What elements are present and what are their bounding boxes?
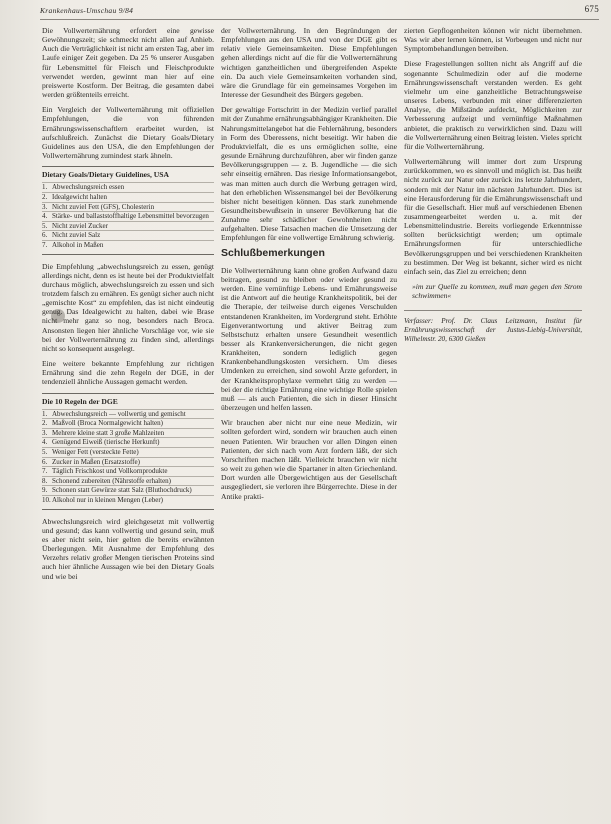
list-item: [42, 485, 214, 495]
list-number: 3.: [42, 428, 48, 437]
dietary-goals-box: [42, 166, 214, 254]
list-item: [42, 476, 214, 486]
list-number: 9.: [42, 486, 48, 495]
list-number: 6.: [42, 457, 48, 466]
list-text: Abwechslungsreich — vollwertig und gemischt: [52, 409, 186, 418]
list-text: Maßvoll (Broca Normalgewicht halten): [52, 419, 163, 428]
list-item: [42, 418, 214, 428]
list-item: [42, 182, 214, 192]
paragraph: Die Vollwerternährung kann ohne großen Aufwand dazu beitragen, gesund zu bleiben oder wieder gesund zu werden. Eine vernünftige Lebens- und Ernährungsweise ist die Antwort auf die heutige Krankheitspolitik, bei der die Therapie, der teilweise durch eigenes Verschulden entstandenen Krankheiten, im Vordergrund steht. Erhöhte Eigenverantwortung und aktiver Beitrag zum Selbstschutz erhalten unsere Gesundheit wesentlich besser als Krankenversicherungen, die nicht gegen Krankheiten, sondern lediglich gegen Krankenbehandlungskosten versichern. Um dieses Umdenken zu erreichen, sind sowohl Ärzte gefordert, in der Krankheitsprophylaxe vermehrt tätig zu werden — bei der die richtige Ernährung eine wichtige Rolle spielen muß — als auch Patienten, die sich in dieser Hinsicht überzeugen und helfen lassen.: [221, 265, 397, 413]
list-item: [42, 428, 214, 438]
list-number: 4.: [42, 438, 48, 447]
list-number: 2.: [42, 419, 48, 428]
list-text: Täglich Frischkost und Vollkornprodukte: [52, 467, 168, 476]
paragraph: Diese Fragestellungen sollten nicht als Angriff auf die sogenannte Schulmedizin oder auf die moderne Ernährungswissenschaft verstanden werden. Es geht vielmehr um eine ganzheitliche Betrachtungsweise unseres Lebens, verbunden mit einer differenzierten Analyse, die Mißstände aufdeckt, Möglichkeiten zur Verbesserung aufzeigt und vernünftige Maßnahmen anbietet, die praktisch zu verwirklichen sind. Dazu will die Vollwerternährung einen Beitrag leisten. Vieles spricht für die Vollwerternährung.: [404, 59, 582, 151]
list-item: [42, 409, 214, 419]
paragraph: Wir brauchen aber nicht nur eine neue Medizin, wir sollten gefordert wird, sondern wir brauchen auch einen neuen Patienten. Wir brauchen vor allen Dingen einen Patienten, der sich nach vom Arzt fordern läßt, der sich Vorschriften machen läßt. Vielleicht brauchen wir nicht so weit zu gehen wie die Spartaner in alten Griechenland. Dort wurden alle Übergewichtigen aus der Gesellschaft ausgegliedert, sie verloren ihre Bürgerrechte. Diese in der Antike prakti-: [221, 418, 397, 501]
paragraph: der Vollwerternährung. In den Begründungen der Empfehlungen aus den USA und von der DGE gibt es relativ viele Gemeinsamkeiten. Diese Empfehlungen gehen allerdings nicht auf die für die Vollwerternährung wichtigen ganzheitlichen und übergreifenden Aspekte ein. Da auch viele Gemeinsamkeiten vorhanden sind, wäre die Grundlage für ein gemeinsames Vorgehen im Interesse der Gesundheit des Bürgers gegeben.: [221, 26, 397, 100]
paragraph: zierten Gepflogenheiten können wir nicht übernehmen. Was wir aber lernen können, ist Vorbeugen und nicht nur Symptombehandlungen betreiben.: [404, 26, 582, 54]
page-header: [40, 4, 599, 18]
section-heading: Schlußbemerkungen: [221, 246, 325, 259]
list-item: [42, 192, 214, 202]
list-number: 7.: [42, 240, 48, 249]
list-text: Alkohol in Maßen: [52, 240, 104, 249]
list-number: 10.: [42, 496, 51, 505]
list-item: [42, 240, 214, 250]
dietary-goals-list: [42, 182, 214, 249]
box-title: Die 10 Regeln der DGE: [42, 396, 118, 406]
paragraph: Die Vollwerternährung erfordert eine gewisse Gewöhnungszeit; sie schmeckt nicht allen auf Anhieb. Auch die Verträglichkeit ist nicht am ersten Tag, aber im Laufe einiger Zeit gegeben. Da 25 % unserer Ausgaben für Lebensmittel für Fleisch und Fleischprodukte verwendet werden, gewinnt man hier auf eine preiswerte Kostform. Der Beitrag, die gesamten dabei werden größtenteils erreicht.: [42, 26, 214, 100]
column-3: [404, 26, 582, 343]
column-1: [42, 26, 214, 587]
list-number: 5.: [42, 221, 48, 230]
list-number: 1.: [42, 183, 48, 192]
list-text: Stärke- und ballaststoffhaltige Lebensmittel bevorzugen: [52, 212, 209, 221]
author-note: Verfasser: Prof. Dr. Claus Leitzmann, Institut für Ernährungswissenschaft der Justus-Liebig-Universität, Wilhelmstr. 20, 6300 Gießen: [404, 310, 582, 343]
list-number: 3.: [42, 202, 48, 211]
list-item: [42, 457, 214, 467]
list-item: [42, 230, 214, 240]
list-text: Alkohol nur in kleinen Mengen (Leber): [52, 496, 163, 505]
list-item: [42, 202, 214, 212]
journal-name: Krankenhaus-Umschau 9/84: [40, 6, 134, 15]
list-text: Idealgewicht halten: [52, 192, 108, 201]
list-number: 6.: [42, 231, 48, 240]
list-item: [42, 466, 214, 476]
paragraph: Die Empfehlung „abwechslungsreich zu essen, genügt allerdings nicht, denn es ist heute bei der Produktvielfalt durchaus möglich, abwechslungsreich zu essen und sich trotzdem falsch zu ernähren. Es genügt sicher auch nicht „gemischte Kost“ zu empfehlen, das ist nicht eindeutig genug. Das Idealgewicht zu halten, dabei wie Brase nicht mehr ganz so nog, besonders nach Broca. Ansonsten liegen hier ähnliche Vorschläge vor, wie sie bei der Vollwerternährung zu finden sind, allerdings nicht so konsequent ausgelegt.: [42, 261, 214, 353]
dge-rules-box: [42, 393, 214, 510]
list-item: [42, 447, 214, 457]
list-number: 7.: [42, 467, 48, 476]
list-number: 1.: [42, 409, 48, 418]
paragraph: Vollwerternährung will immer dort zum Ursprung zurückkommen, wo es sinnvoll und möglich ist. Das heißt nicht zurück zur Natur oder zurück ins letzte Jahrhundert, sondern mit der Natur im nächsten Jahrhundert. Dies ist eine Herausforderung für die Ernährungswissenschaft und für die Gesellschaft. Hier muß auf verschiedenen Ebenen zusammengearbeitet werden u. a. mit der Lebensmittelindustrie. Bereits vorliegende Erkenntnisse sollten berücksichtigt werden; um optimale Ernährungsformen für unterschiedliche Bevölkerungsgruppen und bei verschiedenen Krankheiten zu bestimmen. Der Weg ist bekannt, sicher wird es nicht einfach sein, das Ziel zu erreichen; denn: [404, 157, 582, 276]
list-number: 2.: [42, 192, 48, 201]
list-text: Schonen statt Gewürze statt Salz (Bluthochdruck): [52, 486, 192, 495]
list-text: Weniger Fett (versteckte Fette): [52, 448, 139, 457]
list-item: [42, 437, 214, 447]
closing-quote: »im zur Quelle zu kommen, muß man gegen den Strom schwimmen«: [412, 282, 582, 301]
dge-rules-list: [42, 409, 214, 505]
list-text: Nicht zuviel Salz: [52, 231, 101, 240]
list-text: Mehrere kleine statt 3 große Mahlzeiten: [52, 428, 165, 437]
list-number: 8.: [42, 476, 48, 485]
list-item: [42, 221, 214, 231]
list-text: Genügend Eiweiß (tierische Herkunft): [52, 438, 160, 447]
list-item: [42, 211, 214, 221]
list-text: Nicht zuviel Fett (GFS), Cholesterin: [52, 202, 155, 211]
list-text: Schonend zubereiten (Nährstoffe erhalten): [52, 476, 172, 485]
list-text: Nicht zuviel Zucker: [52, 221, 108, 230]
paragraph: Abwechslungsreich wird gleichgesetzt mit vollwertig und gesund; das kann vollwertig und gesund sein, muß es aber nicht sein, hier gelten die bereits erwähnten Überlegungen. Mit Ausnahme der Empfehlung des Verzehrs relativ großer Mengen tierischen Proteins sind auch hier ähnliche Aussagen wie bei den Dietary Goals und wie bei: [42, 516, 214, 581]
paragraph: Der gewaltige Fortschritt in der Medizin verlief parallel mit der Zunahme ernährungsabhängiger Krankheiten. Die Nahrungsmittelangebot hat die Fehlernährung, besonders in Form des Überessens, nicht beseitigt. Wir haben die Produktvielfalt, die es uns ermöglichen sollte, eine gesunde Ernährung durchzuführen, aber wir finden ganze Bevölkerungsgruppen — z. B. Jugendliche — die sich sehr einseitig ernähren. Das riesige Informationsangebot, was man mitten auch durch die Werbung getragen wird, hat den erheblichen Wissensmangel bei der Bevölkerung bisher nicht beseitigen können. Das stark zunehmende Gesundheitsbewußtsein in unserer Bevölkerung hat die Zunahme sehr schädlicher Gewohnheiten nicht aufgehalten. Diese Tatsachen machen die Umsetzung der Empfehlungen für eine vollwertige Ernährung schwierig.: [221, 105, 397, 243]
list-number: 4.: [42, 212, 48, 221]
list-item: [42, 495, 214, 505]
list-text: Zucker in Maßen (Ersatzstoffe): [52, 457, 140, 466]
paragraph: Eine weitere bekannte Empfehlung zur richtigen Ernährung sind die zehn Regeln der DGE, in der tendenziell ähnliche Aussagen gemacht werden.: [42, 359, 214, 387]
header-rule: [40, 19, 599, 20]
box-title: Dietary Goals/Dietary Guidelines, USA: [42, 170, 169, 180]
column-2: [221, 26, 397, 507]
paragraph: Ein Vergleich der Vollwerternährung mit offiziellen Empfehlungen, die von führenden Ernährungswissenschaftlern erarbeitet wurden, ist aufschlußreich. Zunächst die Dietary Goals/Dietary Guidelines aus den USA, die den Empfehlungen der Vollwerternährung zumindest stark ähneln.: [42, 105, 214, 161]
list-number: 5.: [42, 448, 48, 457]
list-text: Abwechslungsreich essen: [52, 183, 125, 192]
page-number: 675: [584, 4, 599, 14]
